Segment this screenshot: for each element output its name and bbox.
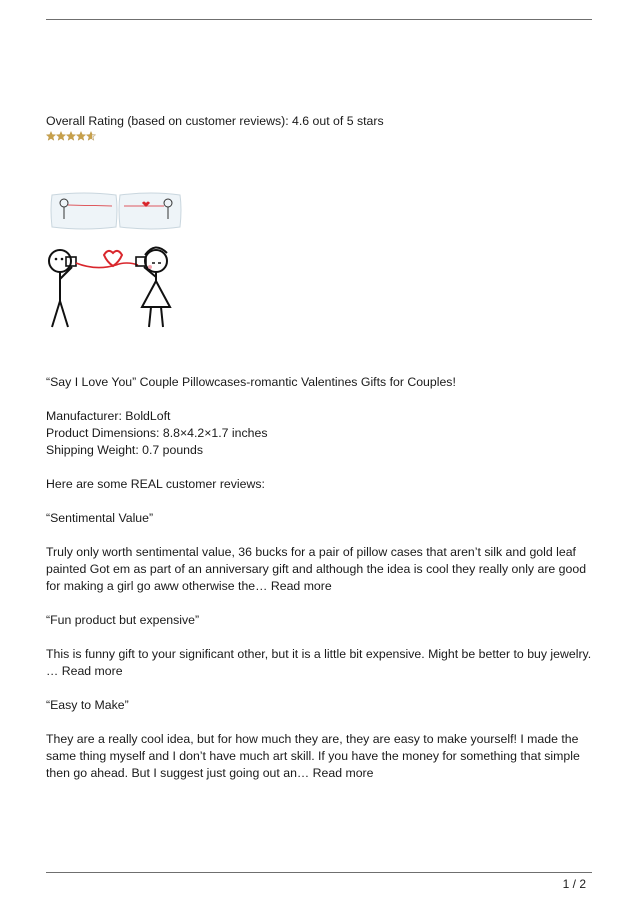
review-body	[46, 731, 594, 782]
couple-pillowcase-illustration-icon	[46, 189, 196, 329]
read-more-link[interactable]: Read more	[270, 579, 332, 593]
overall-rating-text: Overall Rating (based on customer reviews): 4.6 out of 5 stars	[46, 114, 384, 128]
review-title: “Sentimental Value”	[46, 511, 154, 525]
reviews-intro: Here are some REAL customer reviews:	[46, 477, 265, 491]
ellipsis: …	[46, 664, 59, 678]
product-title: “Say I Love You” Couple Pillowcases-romantic Valentines Gifts for Couples!	[46, 375, 456, 389]
product-image	[46, 189, 196, 329]
review-body: This is funny gift to your significant other, but it is a little bit expensive. Might be better to buy jewelry.	[46, 647, 592, 661]
star-rating	[46, 130, 594, 142]
manufacturer: Manufacturer: BoldLoft	[46, 409, 171, 423]
document-body	[46, 113, 594, 782]
star-icon	[66, 131, 76, 141]
star-icon	[46, 131, 56, 141]
review-body	[46, 544, 594, 595]
star-icon	[76, 131, 86, 141]
shipping-weight: Shipping Weight: 0.7 pounds	[46, 443, 204, 457]
page-number: 1 / 2	[562, 877, 586, 891]
footer-rule	[46, 872, 592, 873]
product-dimensions: Product Dimensions: 8.8×4.2×1.7 inches	[46, 426, 268, 440]
star-icon	[86, 131, 96, 141]
review-title: “Fun product but expensive”	[46, 613, 200, 627]
review-text: They are a really cool idea, but for how much they are, they are easy to make yourself! I made the same thing myself and I don’t have much art skill. If you have the money for something that simple then go ahead. But I suggest just going out an…	[46, 732, 580, 780]
star-icon	[56, 131, 66, 141]
read-more-link[interactable]: Read more	[312, 766, 374, 780]
read-more-link[interactable]: Read more	[61, 664, 123, 678]
review-title: “Easy to Make”	[46, 698, 129, 712]
review-text: Truly only worth sentimental value, 36 bucks for a pair of pillow cases that aren’t silk and gold leaf painted Got em as part of an anniversary gift and although the idea is cool they really only are good for making a girl go aww otherwise the…	[46, 545, 587, 593]
header-rule	[46, 19, 592, 20]
review-read-more-line	[46, 663, 594, 680]
